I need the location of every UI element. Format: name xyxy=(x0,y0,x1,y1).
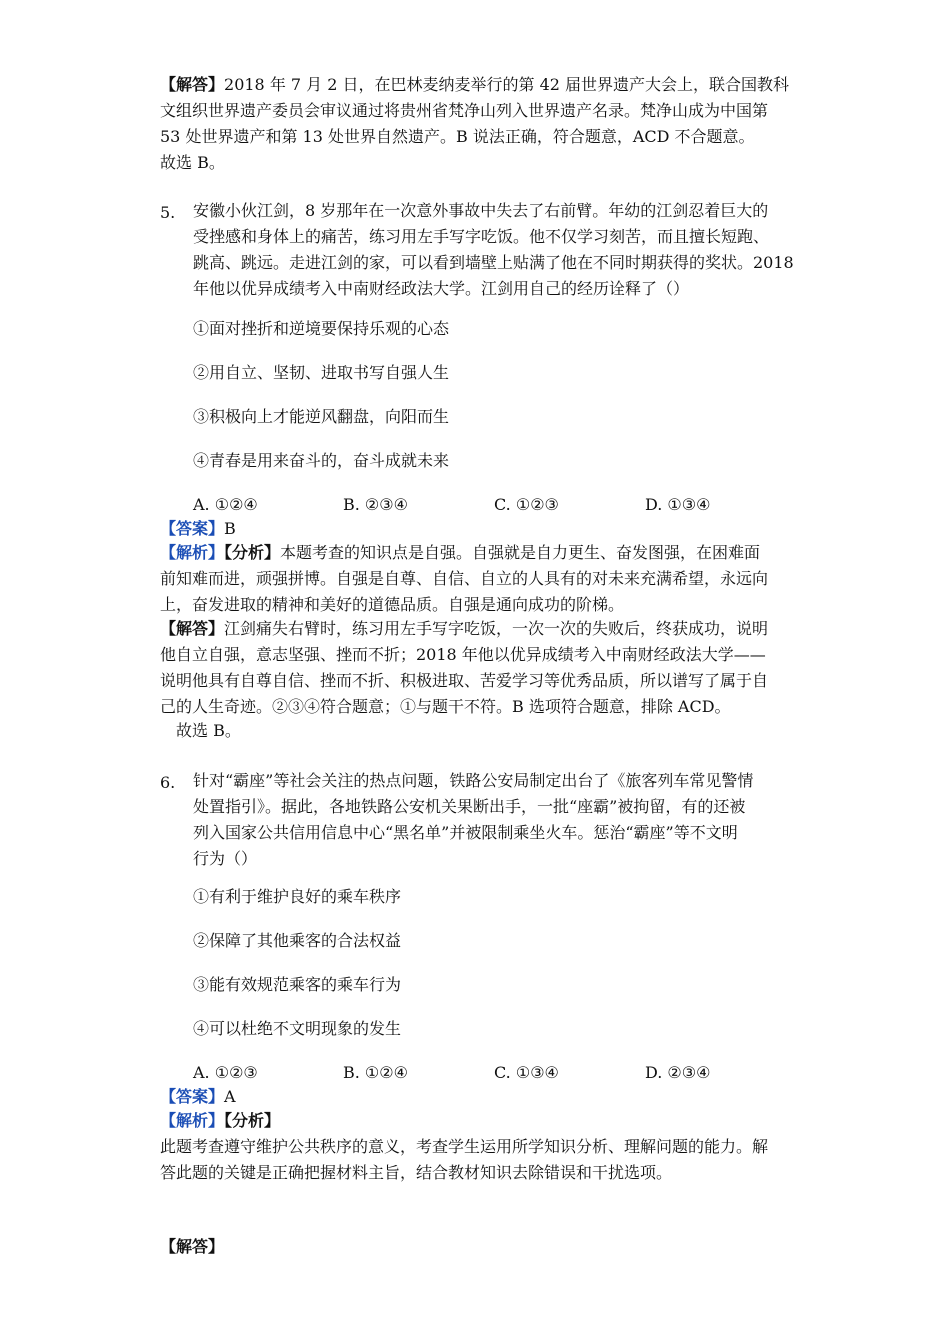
q5-solution-line-1 xyxy=(160,618,768,640)
top-answer-line-2: 文组织世界遗产委员会审议通过将贵州省梵净山列入世界遗产名录。梵净山成为中国第 xyxy=(160,101,769,120)
q5-item-3: ③积极向上才能逆风翻盘，向阳而生 xyxy=(193,407,450,426)
q5-option-a: A. ①②④ xyxy=(193,495,258,514)
top-answer-conclusion: 故选 B。 xyxy=(160,153,225,172)
q5-solution-line-4: 己的人生奇迹。②③④符合题意；①与题干不符。B 选项符合题意，排除 ACD。 xyxy=(160,697,731,716)
q5-analysis-text-1: 本题考查的知识点是自强。自强就是自力更生、奋发图强，在困难面 xyxy=(280,543,761,562)
q5-item-4: ④青春是用来奋斗的，奋斗成就未来 xyxy=(193,451,450,470)
q5-answer-value: B xyxy=(224,519,236,538)
q5-answer-label: 【答案】 xyxy=(160,519,225,538)
q5-analysis-line-3: 上，奋发进取的精神和美好的道德品质。自强是通向成功的阶梯。 xyxy=(160,595,625,614)
top-answer-line-3: 53 处世界遗产和第 13 处世界自然遗产。B 说法正确，符合题意，ACD 不合题意。 xyxy=(160,127,755,146)
q6-analysis-sub-label: 【分析】 xyxy=(224,1111,281,1130)
q5-solution-label: 【解答】 xyxy=(160,619,225,638)
q6-stem-line-2: 处置指引》。据此，各地铁路公安机关果断出手，一批“座霸”被拘留，有的还被 xyxy=(193,797,746,816)
q6-stem-line-1: 针对“霸座”等社会关注的热点问题，铁路公安局制定出台了《旅客列车常见警情 xyxy=(193,771,754,790)
q5-option-d: D. ①③④ xyxy=(645,495,711,514)
q6-stem-line-3: 列入国家公共信用信息中心“黑名单”并被限制乘坐火车。惩治“霸座”等不文明 xyxy=(193,823,738,842)
q6-answer-label: 【答案】 xyxy=(160,1087,225,1106)
q5-conclusion: 故选 B。 xyxy=(176,721,241,740)
q5-analysis-line-2: 前知难而进，顽强拼博。自强是自尊、自信、自立的人具有的对未来充满希望，永远向 xyxy=(160,569,769,588)
q6-item-4: ④可以杜绝不文明现象的发生 xyxy=(193,1019,402,1038)
q5-option-b: B. ②③④ xyxy=(343,495,408,514)
q5-solution-line-3: 说明他具有自尊自信、挫而不折、积极进取、苦爱学习等优秀品质，所以谱写了属于自 xyxy=(160,671,769,690)
q6-answer-value: A xyxy=(224,1087,236,1106)
q5-item-1: ①面对挫折和逆境要保持乐观的心态 xyxy=(193,319,450,338)
q6-analysis-label: 【解析】 xyxy=(160,1111,225,1130)
q5-stem-line-2: 受挫感和身体上的痛苦，练习用左手写字吃饭。他不仅学习刻苦，而且擅长短跑、 xyxy=(193,227,770,246)
q6-solution-label: 【解答】 xyxy=(160,1237,225,1256)
q6-number: 6. xyxy=(160,773,176,792)
q5-stem-line-4: 年他以优异成绩考入中南财经政法大学。江剑用自己的经历诠释了（） xyxy=(193,279,690,298)
q5-analysis-sub-label: 【分析】 xyxy=(224,543,281,562)
q6-item-2: ②保障了其他乘客的合法权益 xyxy=(193,931,402,950)
q6-analysis-line-1: 此题考查遵守维护公共秩序的意义，考查学生运用所学知识分析、理解问题的能力。解 xyxy=(160,1137,769,1156)
q5-stem-line-1: 安徽小伙江剑，8 岁那年在一次意外事故中失去了右前臂。年幼的江剑忍着巨大的 xyxy=(193,201,769,220)
q5-analysis-line-1 xyxy=(160,542,760,564)
q5-analysis-label: 【解析】 xyxy=(160,543,225,562)
q6-option-b: B. ①②④ xyxy=(343,1063,408,1082)
q6-analysis-line-2: 答此题的关键是正确把握材料主旨，结合教材知识去除错误和干扰选项。 xyxy=(160,1163,673,1182)
q6-option-a: A. ①②③ xyxy=(193,1063,258,1082)
q6-answer-line xyxy=(160,1086,236,1108)
top-answer-label: 【解答】 xyxy=(160,75,225,94)
q6-option-c: C. ①③④ xyxy=(494,1063,559,1082)
q5-answer-line xyxy=(160,518,236,540)
q6-stem-line-4: 行为（） xyxy=(193,849,258,868)
q6-analysis-header xyxy=(160,1110,280,1132)
top-answer-line-1 xyxy=(160,74,789,96)
top-answer-text-1: 2018 年 7 月 2 日，在巴林麦纳麦举行的第 42 届世界遗产大会上，联合国教科 xyxy=(224,75,790,94)
q5-number: 5. xyxy=(160,203,176,222)
q5-solution-text-1: 江剑痛失右臂时，练习用左手写字吃饭，一次一次的失败后，终获成功，说明 xyxy=(224,619,769,638)
q5-stem-line-3: 跳高、跳远。走进江剑的家，可以看到墙壁上贴满了他在不同时期获得的奖状。2018 xyxy=(193,253,794,272)
q5-solution-line-2: 他自立自强，意志坚强、挫而不折；2018 年他以优异成绩考入中南财经政法大学—— xyxy=(160,645,766,664)
q5-item-2: ②用自立、坚韧、进取书写自强人生 xyxy=(193,363,450,382)
q6-item-3: ③能有效规范乘客的乘车行为 xyxy=(193,975,402,994)
q5-option-c: C. ①②③ xyxy=(494,495,559,514)
q6-option-d: D. ②③④ xyxy=(645,1063,711,1082)
q6-item-1: ①有利于维护良好的乘车秩序 xyxy=(193,887,402,906)
